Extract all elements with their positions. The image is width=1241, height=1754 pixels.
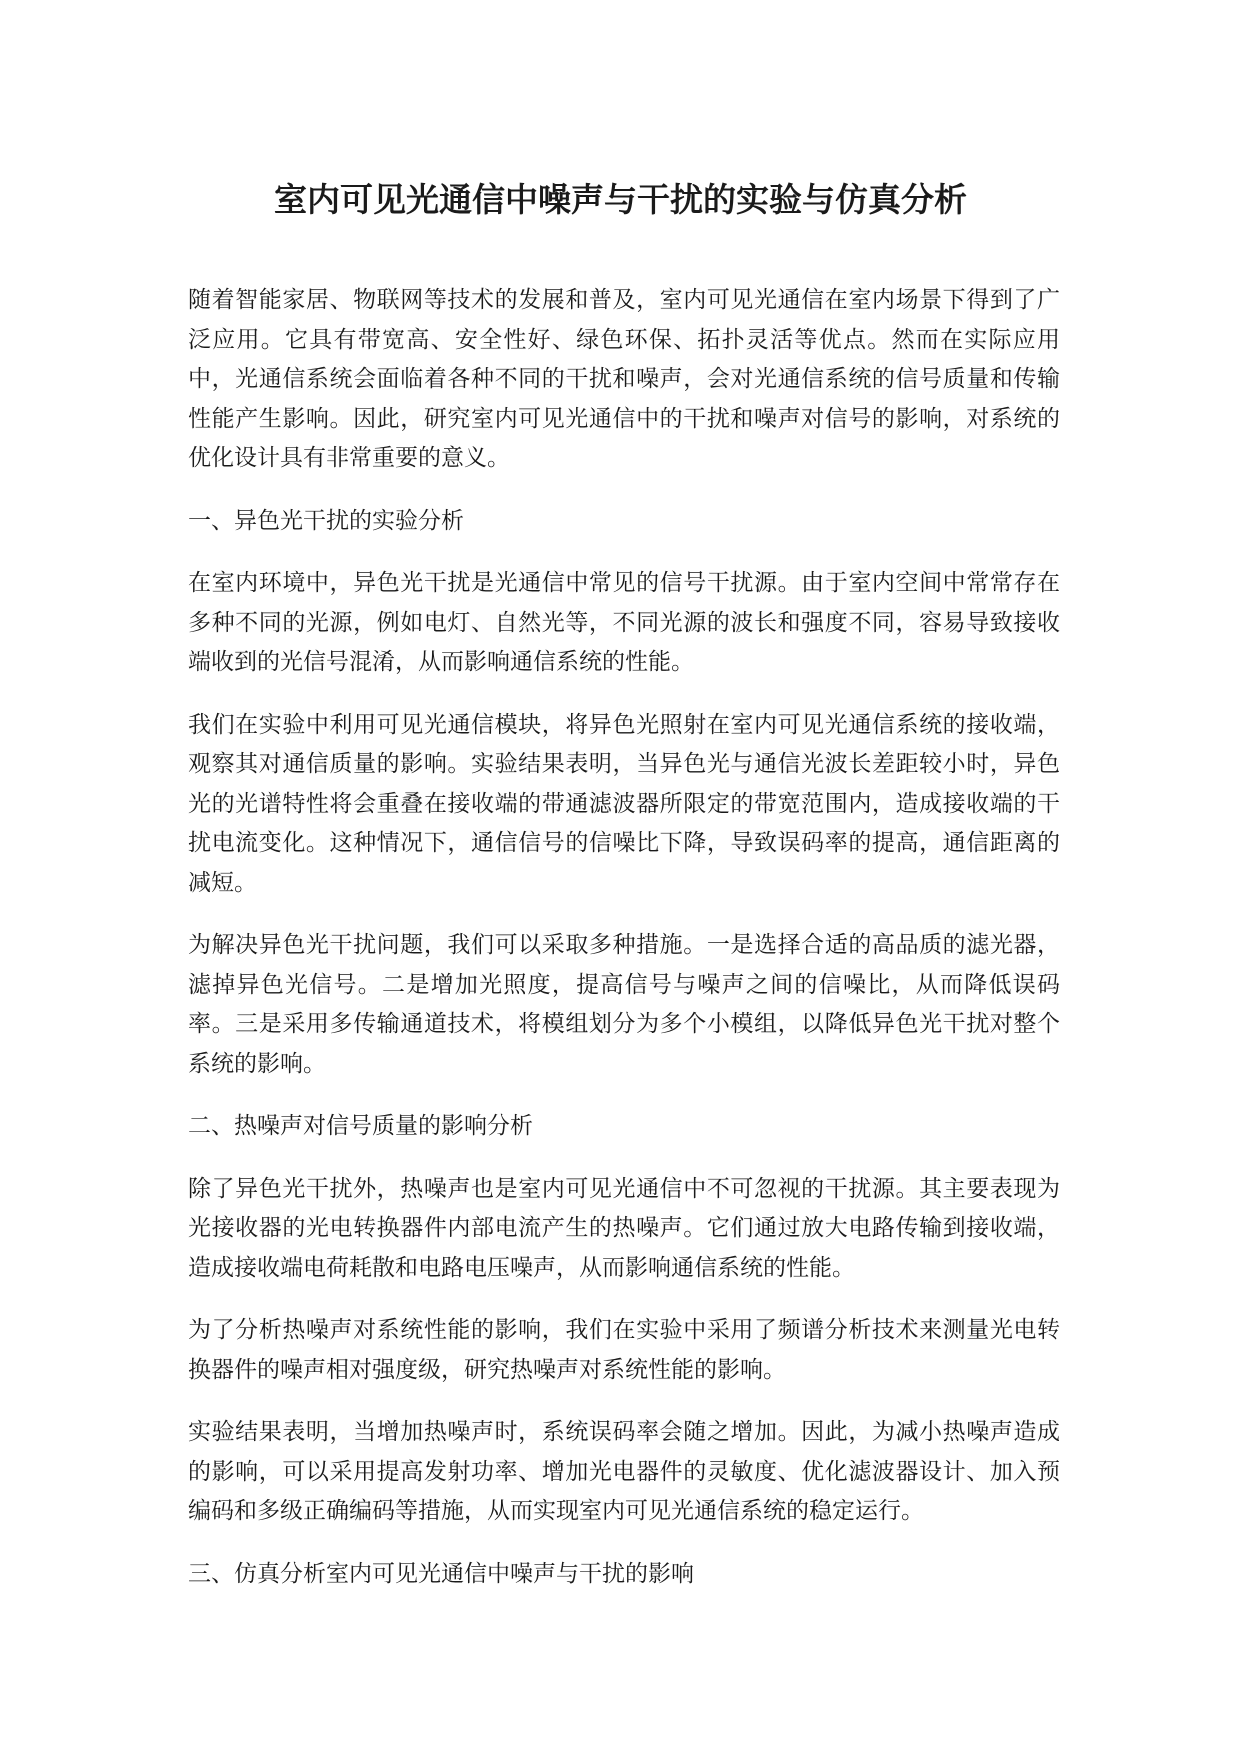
section-1-paragraph-1: 在室内环境中，异色光干扰是光通信中常见的信号干扰源。由于室内空间中常常存在多种不同的光源，例如电灯、自然光等，不同光源的波长和强度不同，容易导致接收端收到的光信号混淆，从而影响通信系统的性能。 xyxy=(188,570,1060,675)
section-heading-2: 二、热噪声对信号质量的影响分析 xyxy=(188,1113,533,1139)
section-heading-1: 一、异色光干扰的实验分析 xyxy=(188,507,464,534)
document-title: 室内可见光通信中噪声与干扰的实验与仿真分析 xyxy=(274,180,967,219)
section-2-paragraph-1: 除了异色光干扰外，热噪声也是室内可见光通信中不可忽视的干扰源。其主要表现为光接收器的光电转换器件内部电流产生的热噪声。它们通过放大电路传输到接收端，造成接收端电荷耗散和电路电压噪声，从而影响通信系统的性能。 xyxy=(188,1175,1060,1281)
section-1-paragraph-3: 为解决异色光干扰问题，我们可以采取多种措施。一是选择合适的高品质的滤光器，滤掉异色光信号。二是增加光照度，提高信号与噪声之间的信噪比，从而降低误码率。三是采用多传输通道技术，将模组划分为多个小模组，以降低异色光干扰对整个系统的影响。 xyxy=(188,932,1060,1077)
intro-paragraph: 随着智能家居、物联网等技术的发展和普及，室内可见光通信在室内场景下得到了广泛应用。它具有带宽高、安全性好、绿色环保、拓扑灵活等优点。然而在实际应用中，光通信系统会面临着各种不同的干扰和噪声，会对光通信系统的信号质量和传输性能产生影响。因此，研究室内可见光通信中的干扰和噪声对信号的影响，对系统的优化设计具有非常重要的意义。 xyxy=(188,287,1060,471)
section-1-paragraph-2: 我们在实验中利用可见光通信模块，将异色光照射在室内可见光通信系统的接收端，观察其对通信质量的影响。实验结果表明，当异色光与通信光波长差距较小时，异色光的光谱特性将会重叠在接收端的带通滤波器所限定的带宽范围内，造成接收端的干扰电流变化。这种情况下，通信信号的信噪比下降，导致误码率的提高，通信距离的减短。 xyxy=(188,711,1060,896)
section-2-paragraph-2: 为了分析热噪声对系统性能的影响，我们在实验中采用了频谱分析技术来测量光电转换器件的噪声相对强度级，研究热噪声对系统性能的影响。 xyxy=(188,1317,1060,1383)
section-heading-3: 三、仿真分析室内可见光通信中噪声与干扰的影响 xyxy=(188,1560,694,1587)
section-2-paragraph-3: 实验结果表明，当增加热噪声时，系统误码率会随之增加。因此，为减小热噪声造成的影响，可以采用提高发射功率、增加光电器件的灵敏度、优化滤波器设计、加入预编码和多级正确编码等措施，从而实现室内可见光通信系统的稳定运行。 xyxy=(188,1419,1060,1524)
document-body xyxy=(188,281,1060,1617)
